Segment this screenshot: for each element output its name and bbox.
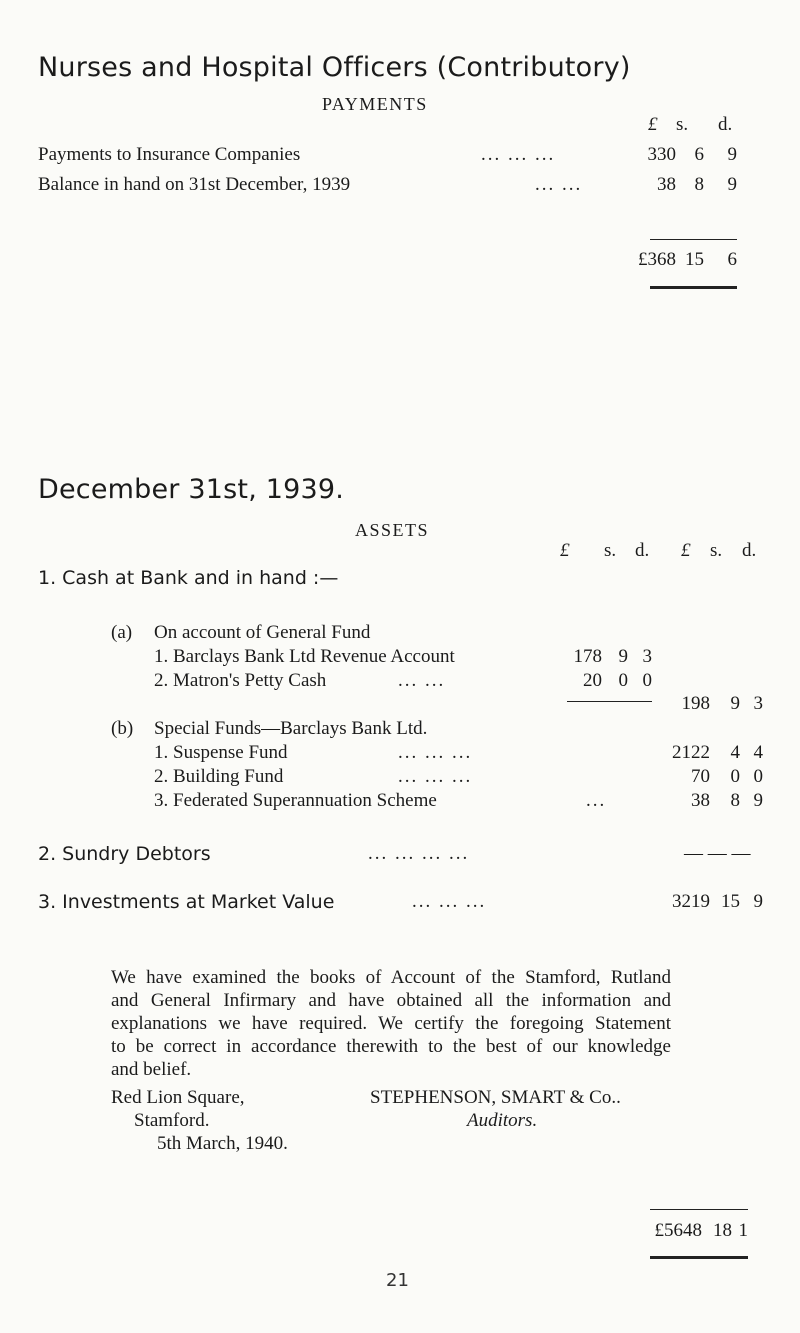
row-label: Balance in hand on 31st December, 1939 bbox=[38, 174, 351, 195]
amount-pounds: 330 bbox=[647, 144, 676, 165]
amount-shillings: 4 bbox=[730, 742, 740, 763]
amount-pounds: 2122 bbox=[672, 742, 710, 763]
row-label: 1. Barclays Bank Ltd Revenue Account bbox=[154, 646, 455, 667]
certificate-line: explanations we have required. We certify the foregoing Statement bbox=[111, 1013, 671, 1034]
amount-shillings: 15 bbox=[721, 891, 740, 912]
asset-item-sundry-debtors: 2. Sundry Debtors bbox=[38, 843, 211, 865]
leader-dots: ... ... bbox=[398, 670, 446, 691]
leader-dots: ... ... ... bbox=[481, 144, 556, 165]
amount-pence: 9 bbox=[753, 891, 763, 912]
grand-total-pounds: £5648 bbox=[654, 1220, 702, 1241]
row-label: 2. Building Fund bbox=[154, 766, 284, 787]
column-header-pounds: £ bbox=[681, 540, 691, 561]
amount-pence: 0 bbox=[753, 766, 763, 787]
sub-label-b: (b) bbox=[111, 718, 134, 739]
total-pounds: £368 bbox=[638, 249, 676, 270]
leader-dots: ... ... ... bbox=[398, 766, 473, 787]
asset-item-cash: 1. Cash at Bank and in hand :— bbox=[38, 567, 339, 589]
certificate-line: to be correct in accordance therewith to the best of our knowledge bbox=[111, 1036, 671, 1057]
certificate-line: and General Infirmary and have obtained all the information and bbox=[111, 990, 671, 1011]
assets-heading: ASSETS bbox=[355, 520, 430, 540]
column-header-pence: d. bbox=[635, 540, 650, 561]
amount-pounds: 3219 bbox=[672, 891, 710, 912]
amount-pounds: 38 bbox=[657, 174, 676, 195]
asset-item-investments: 3. Investments at Market Value bbox=[38, 891, 335, 913]
amount-shillings: 9 bbox=[730, 693, 740, 714]
column-header-pence: d. bbox=[718, 114, 733, 135]
column-header-shillings: s. bbox=[604, 540, 617, 561]
leader-dots: ... ... ... bbox=[398, 742, 473, 763]
total-pence: 6 bbox=[727, 249, 737, 270]
nil-dashes: — — — bbox=[684, 843, 751, 864]
amount-shillings: 0 bbox=[730, 766, 740, 787]
amount-pence: 0 bbox=[642, 670, 652, 691]
leader-dots: ... ... bbox=[535, 174, 583, 195]
auditors-firm: STEPHENSON, SMART & Co.. bbox=[370, 1087, 621, 1108]
sub-label-a: (a) bbox=[111, 622, 133, 643]
column-header-pounds: £ bbox=[560, 540, 570, 561]
grand-total-rule bbox=[650, 1209, 748, 1210]
column-header-pence: d. bbox=[742, 540, 757, 561]
column-header-shillings: s. bbox=[710, 540, 723, 561]
amount-pounds: 70 bbox=[691, 766, 710, 787]
amount-shillings: 6 bbox=[694, 144, 704, 165]
amount-shillings: 8 bbox=[694, 174, 704, 195]
row-label: Payments to Insurance Companies bbox=[38, 144, 301, 165]
auditors-certificate bbox=[111, 966, 671, 1081]
row-label: 2. Matron's Petty Cash bbox=[154, 670, 327, 691]
leader-dots: ... ... ... ... bbox=[368, 843, 470, 864]
sub-heading-special-funds: Special Funds—Barclays Bank Ltd. bbox=[154, 718, 428, 739]
auditors-role: Auditors. bbox=[467, 1110, 538, 1131]
signature-date: 5th March, 1940. bbox=[157, 1133, 288, 1154]
subtotal-rule bbox=[567, 701, 652, 702]
double-underline bbox=[650, 286, 737, 289]
leader-dots: ... bbox=[586, 790, 607, 811]
amount-pounds: 20 bbox=[583, 670, 602, 691]
total-shillings: 15 bbox=[685, 249, 704, 270]
grand-total-pence: 1 bbox=[738, 1220, 748, 1241]
amount-pence: 3 bbox=[642, 646, 652, 667]
payments-heading: PAYMENTS bbox=[322, 94, 428, 114]
date-heading: December 31st, 1939. bbox=[38, 474, 345, 505]
double-underline bbox=[650, 1256, 748, 1259]
row-label: 3. Federated Superannuation Scheme bbox=[154, 790, 437, 811]
amount-pence: 9 bbox=[753, 790, 763, 811]
amount-pence: 9 bbox=[727, 174, 737, 195]
grand-total-shillings: 18 bbox=[713, 1220, 732, 1241]
amount-pence: 3 bbox=[753, 693, 763, 714]
page-number: 21 bbox=[386, 1270, 409, 1291]
auditor-address-street: Red Lion Square, bbox=[111, 1087, 245, 1108]
amount-pounds: 198 bbox=[681, 693, 710, 714]
amount-pence: 9 bbox=[727, 144, 737, 165]
amount-pounds: 38 bbox=[691, 790, 710, 811]
certificate-line: and belief. bbox=[111, 1059, 192, 1080]
amount-shillings: 0 bbox=[618, 670, 628, 691]
leader-dots: ... ... ... bbox=[412, 891, 487, 912]
subtotal-rule bbox=[650, 239, 737, 240]
row-label: 1. Suspense Fund bbox=[154, 742, 288, 763]
column-header-pounds: £ bbox=[648, 114, 658, 135]
page-title: Nurses and Hospital Officers (Contributory) bbox=[38, 52, 631, 83]
auditor-address-town: Stamford. bbox=[134, 1110, 210, 1131]
sub-heading-general-fund: On account of General Fund bbox=[154, 622, 371, 643]
amount-pounds: 178 bbox=[573, 646, 602, 667]
certificate-line: We have examined the books of Account of the Stamford, Rutland bbox=[111, 967, 671, 988]
amount-pence: 4 bbox=[753, 742, 763, 763]
column-header-shillings: s. bbox=[676, 114, 689, 135]
amount-shillings: 9 bbox=[618, 646, 628, 667]
amount-shillings: 8 bbox=[730, 790, 740, 811]
